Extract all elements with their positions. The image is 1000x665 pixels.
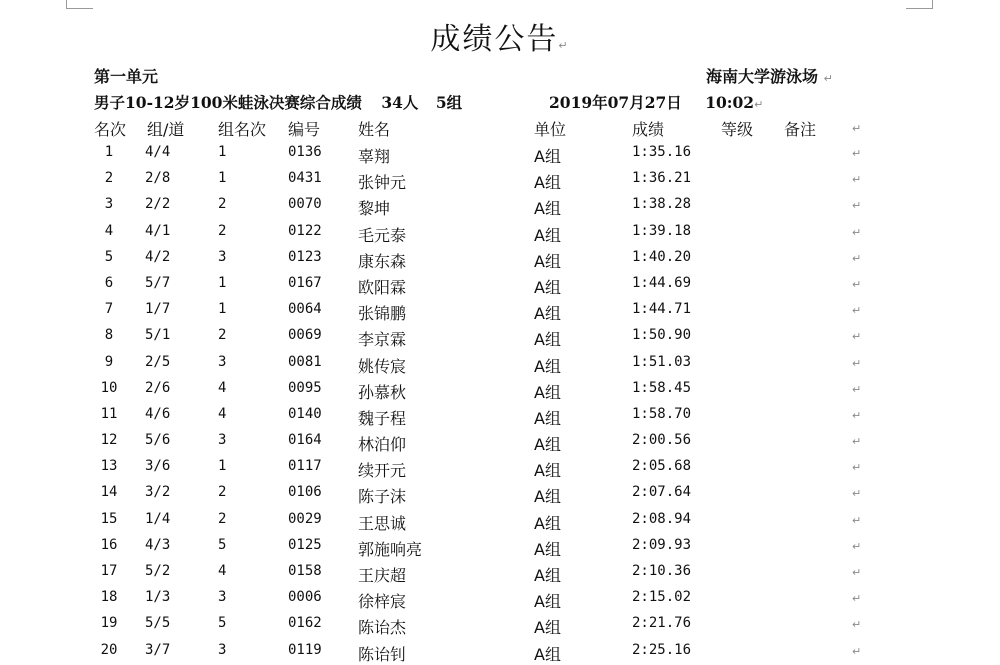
event-date: 2019年07月27日: [549, 93, 682, 112]
cell-number: 0029: [288, 510, 322, 527]
cell-name: 徐梓宸: [358, 592, 407, 612]
cell-number: 0095: [288, 379, 322, 396]
cell-number: 0431: [288, 170, 322, 187]
results-table: [0, 141, 1000, 665]
table-row: [0, 403, 1000, 429]
cell-group-lane: 2/5: [145, 353, 171, 370]
header-grade: 等级: [721, 120, 754, 139]
cell-group-rank: 2: [218, 484, 227, 501]
cell-group-rank: 1: [218, 458, 227, 475]
cell-result: 1:44.71: [632, 301, 692, 318]
cell-unit: A组: [534, 408, 561, 428]
cell-rank: 20: [100, 641, 118, 658]
table-row: [0, 639, 1000, 665]
event-groups: 5组: [435, 93, 463, 112]
cell-number: 0119: [288, 641, 322, 658]
cell-name: 张锦鹏: [358, 304, 407, 324]
cell-name: 林泊仰: [358, 435, 407, 455]
cell-rank: 2: [104, 170, 114, 187]
cell-group-lane: 1/3: [145, 589, 171, 606]
paragraph-mark-icon: ↵: [852, 566, 862, 579]
cell-unit: A组: [534, 304, 561, 324]
cell-result: 1:38.28: [632, 196, 692, 213]
cell-result: 2:21.76: [632, 615, 692, 632]
cell-name: 魏子程: [358, 408, 407, 428]
cell-group-rank: 3: [218, 589, 227, 606]
table-header: [0, 117, 1000, 141]
paragraph-mark-icon: ↵: [852, 644, 862, 658]
cell-group-rank: 1: [218, 170, 227, 187]
paragraph-mark-icon: ↵: [754, 98, 764, 111]
cell-name: 毛元泰: [358, 225, 407, 245]
cell-result: 1:58.70: [632, 405, 692, 422]
cell-name: 张钟元: [358, 173, 407, 193]
table-row: [0, 429, 1000, 455]
cell-group-lane: 5/6: [145, 432, 171, 449]
event-name: 男子10-12岁100米蛙泳决赛综合成绩: [94, 93, 362, 112]
cell-group-lane: 4/6: [145, 405, 171, 422]
header-note: 备注: [784, 120, 817, 139]
cell-rank: 6: [104, 274, 114, 291]
cell-name: 陈诒杰: [358, 618, 407, 638]
cell-name: 康东森: [358, 251, 407, 271]
cell-number: 0162: [288, 615, 322, 632]
header-name: 姓名: [358, 120, 391, 139]
paragraph-mark-icon: ↵: [558, 39, 570, 52]
cell-number: 0122: [288, 222, 322, 239]
cell-name: 李京霖: [358, 330, 407, 350]
table-row: [0, 481, 1000, 507]
cell-rank: 9: [104, 353, 114, 370]
paragraph-mark-icon: ↵: [852, 539, 862, 553]
table-row: [0, 560, 1000, 586]
cell-group-lane: 4/1: [145, 222, 171, 239]
session-unit: 第一单元: [94, 67, 159, 86]
cell-rank: 5: [104, 248, 114, 265]
cell-result: 2:09.93: [632, 536, 692, 553]
cell-group-rank: 5: [218, 615, 227, 632]
cell-result: 1:50.90: [632, 327, 692, 344]
header-group-rank: 组名次: [218, 120, 267, 139]
event-datetime: [549, 91, 763, 113]
cell-result: 2:07.64: [632, 484, 692, 501]
event-time: 10:02: [705, 93, 755, 112]
cell-group-lane: 5/7: [145, 274, 171, 291]
table-row: [0, 298, 1000, 324]
cell-unit: A组: [534, 592, 561, 612]
cell-group-lane: 1/7: [145, 301, 171, 318]
cell-rank: 14: [100, 484, 118, 501]
cell-result: 2:10.36: [632, 563, 692, 579]
table-row: [0, 324, 1000, 350]
cell-rank: 15: [100, 510, 118, 527]
cell-group-rank: 3: [218, 432, 227, 449]
cell-unit: A组: [534, 382, 561, 402]
paragraph-mark-icon: ↵: [852, 382, 862, 396]
cell-group-lane: 5/1: [145, 327, 171, 344]
cell-rank: 18: [100, 589, 118, 606]
cell-number: 0158: [288, 563, 322, 579]
paragraph-mark-icon: ↵: [852, 513, 862, 527]
cell-unit: A组: [534, 435, 561, 455]
table-row: [0, 220, 1000, 246]
cell-unit: A组: [534, 225, 561, 245]
paragraph-mark-icon: ↵: [823, 72, 833, 85]
paragraph-mark-icon: ↵: [852, 147, 862, 160]
table-row: [0, 534, 1000, 560]
cell-result: 1:40.20: [632, 248, 692, 265]
paragraph-mark-icon: ↵: [852, 330, 862, 344]
header-group-lane: 组/道: [147, 120, 185, 139]
cell-unit: A组: [534, 199, 561, 219]
cell-rank: 8: [104, 327, 114, 344]
paragraph-mark-icon: ↵: [852, 199, 862, 213]
cell-group-rank: 2: [218, 222, 227, 239]
table-row: [0, 141, 1000, 167]
cell-unit: A组: [534, 330, 561, 350]
cell-rank: 11: [100, 405, 118, 422]
cell-unit: A组: [534, 513, 561, 533]
paragraph-mark-icon: ↵: [852, 122, 862, 135]
cell-group-lane: 5/5: [145, 615, 171, 632]
cell-unit: A组: [534, 487, 561, 507]
cell-group-rank: 2: [218, 196, 227, 213]
cell-group-rank: 5: [218, 536, 227, 553]
cell-number: 0125: [288, 536, 322, 553]
cell-unit: A组: [534, 566, 561, 585]
header-rank: 名次: [94, 120, 127, 139]
event-line: [94, 91, 462, 113]
cell-number: 0069: [288, 327, 322, 344]
cell-result: 2:00.56: [632, 432, 692, 449]
cell-group-rank: 2: [218, 327, 227, 344]
cell-group-lane: 3/2: [145, 484, 171, 501]
header-number: 编号: [288, 120, 321, 139]
table-row: [0, 193, 1000, 219]
cell-rank: 16: [100, 536, 118, 553]
table-row: [0, 246, 1000, 272]
cell-number: 0064: [288, 301, 322, 318]
cell-number: 0117: [288, 458, 322, 475]
cell-name: 黎坤: [358, 199, 391, 219]
cell-rank: 12: [100, 432, 118, 449]
cell-group-rank: 3: [218, 353, 227, 370]
cell-rank: 7: [104, 301, 114, 318]
table-row: [0, 377, 1000, 403]
table-row: [0, 272, 1000, 298]
cell-unit: A组: [534, 147, 561, 166]
cell-result: 2:08.94: [632, 510, 692, 527]
page-margin-corner-right: [906, 0, 933, 9]
table-row: [0, 612, 1000, 638]
cell-unit: A组: [534, 251, 561, 271]
venue-name: 海南大学游泳场: [706, 67, 819, 86]
cell-group-lane: 2/8: [145, 170, 171, 187]
cell-rank: 10: [100, 379, 118, 396]
cell-number: 0106: [288, 484, 322, 501]
cell-rank: 3: [104, 196, 114, 213]
paragraph-mark-icon: ↵: [852, 461, 862, 475]
table-row: [0, 167, 1000, 193]
cell-group-lane: 2/2: [145, 196, 171, 213]
table-row: [0, 586, 1000, 612]
cell-group-lane: 3/6: [145, 458, 171, 475]
venue-line: [706, 64, 833, 87]
cell-name: 姚传宸: [358, 356, 407, 376]
cell-unit: A组: [534, 356, 561, 376]
header-result: 成绩: [632, 120, 665, 139]
cell-result: 2:25.16: [632, 641, 692, 658]
header-unit: 单位: [534, 120, 567, 139]
cell-group-rank: 1: [218, 144, 227, 160]
cell-group-rank: 4: [218, 405, 227, 422]
cell-result: 2:15.02: [632, 589, 692, 606]
cell-number: 0070: [288, 196, 322, 213]
cell-name: 王思诚: [358, 513, 407, 533]
cell-group-lane: 2/6: [145, 379, 171, 396]
cell-name: 孙慕秋: [358, 382, 407, 402]
paragraph-mark-icon: ↵: [852, 592, 862, 606]
paragraph-mark-icon: ↵: [852, 435, 862, 449]
paragraph-mark-icon: ↵: [852, 173, 862, 187]
cell-name: 续开元: [358, 461, 407, 481]
cell-result: 2:05.68: [632, 458, 692, 475]
cell-group-lane: 1/4: [145, 510, 171, 527]
cell-group-rank: 1: [218, 301, 227, 318]
cell-group-lane: 4/4: [145, 144, 171, 160]
cell-group-rank: 1: [218, 274, 227, 291]
cell-group-lane: 3/7: [145, 641, 171, 658]
cell-unit: A组: [534, 644, 561, 664]
cell-rank: 4: [104, 222, 114, 239]
cell-rank: 19: [100, 615, 118, 632]
paragraph-mark-icon: ↵: [852, 225, 862, 239]
cell-unit: A组: [534, 173, 561, 193]
cell-unit: A组: [534, 618, 561, 638]
cell-name: 欧阳霖: [358, 277, 407, 297]
cell-number: 0136: [288, 144, 322, 160]
paragraph-mark-icon: ↵: [852, 356, 862, 370]
cell-number: 0164: [288, 432, 322, 449]
paragraph-mark-icon: ↵: [852, 487, 862, 501]
cell-name: 陈诒钊: [358, 644, 407, 664]
cell-unit: A组: [534, 277, 561, 297]
cell-rank: 1: [104, 144, 114, 160]
cell-group-rank: 3: [218, 248, 227, 265]
cell-result: 1:36.21: [632, 170, 692, 187]
cell-number: 0123: [288, 248, 322, 265]
cell-name: 王庆超: [358, 566, 407, 585]
cell-number: 0167: [288, 274, 322, 291]
cell-group-rank: 4: [218, 379, 227, 396]
paragraph-mark-icon: ↵: [852, 251, 862, 265]
cell-rank: 17: [100, 563, 118, 579]
paragraph-mark-icon: ↵: [852, 408, 862, 422]
cell-group-rank: 4: [218, 563, 227, 579]
paragraph-mark-icon: ↵: [852, 618, 862, 632]
cell-group-lane: 5/2: [145, 563, 171, 579]
table-row: [0, 455, 1000, 481]
cell-group-lane: 4/2: [145, 248, 171, 265]
cell-number: 0006: [288, 589, 322, 606]
event-count: 34人: [381, 93, 419, 112]
cell-unit: A组: [534, 539, 561, 559]
title-text: 成绩公告: [430, 22, 559, 57]
paragraph-mark-icon: ↵: [852, 277, 862, 291]
cell-number: 0081: [288, 353, 322, 370]
cell-result: 1:58.45: [632, 379, 692, 396]
cell-result: 1:39.18: [632, 222, 692, 239]
cell-result: 1:51.03: [632, 353, 692, 370]
cell-result: 1:35.16: [632, 144, 692, 160]
cell-group-lane: 4/3: [145, 536, 171, 553]
cell-number: 0140: [288, 405, 322, 422]
cell-unit: A组: [534, 461, 561, 481]
cell-result: 1:44.69: [632, 274, 692, 291]
cell-name: 辜翔: [358, 147, 391, 166]
table-row: [0, 351, 1000, 377]
cell-name: 陈子沫: [358, 487, 407, 507]
page-margin-corner-left: [66, 0, 93, 9]
document-title: [0, 14, 1000, 58]
cell-group-rank: 2: [218, 510, 227, 527]
paragraph-mark-icon: ↵: [852, 304, 862, 318]
table-row: [0, 508, 1000, 534]
cell-name: 郭施响亮: [358, 539, 423, 559]
cell-group-rank: 3: [218, 641, 227, 658]
cell-rank: 13: [100, 458, 118, 475]
